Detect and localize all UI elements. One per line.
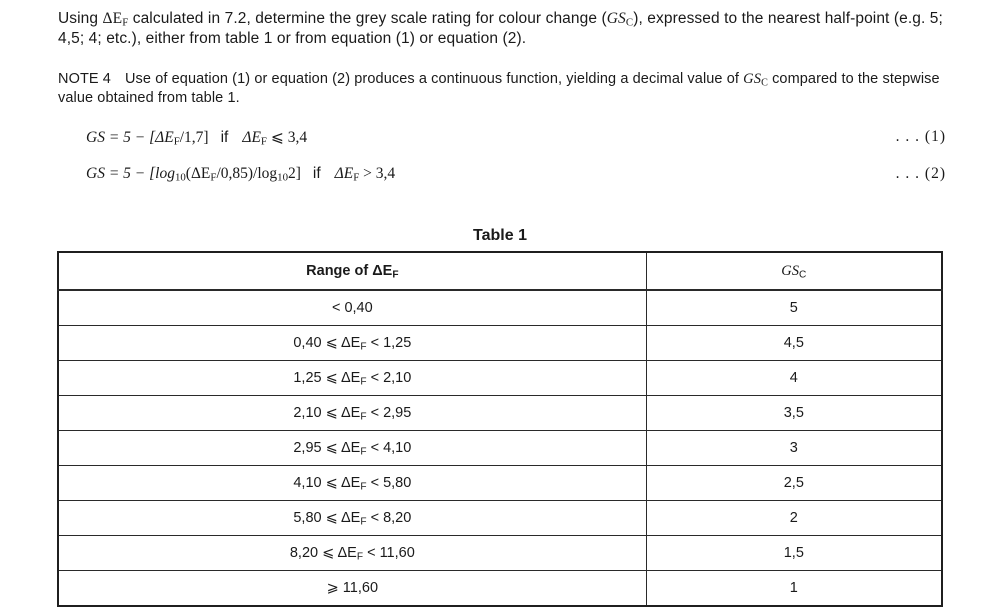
gs-cell: 4 <box>646 361 942 396</box>
header-gs: $GS_C$ <box>646 252 942 290</box>
gs-cell: 3 <box>646 431 942 466</box>
table-caption: Table 1 <box>473 227 527 244</box>
gs-symbol: $GS_C$ <box>743 71 768 89</box>
intro-text: Using <box>58 10 103 27</box>
range-cell: ⩾ 11,60 <box>58 571 646 607</box>
range-cell: 4,10 ⩽ $\Delta E_F < 5,80$ <box>58 466 646 501</box>
equation-2 <box>86 165 946 187</box>
table-row <box>58 431 942 466</box>
gs-cell: 2 <box>646 501 942 536</box>
gs-cell: 1 <box>646 571 942 607</box>
equation-number: . . . (1) <box>895 128 946 145</box>
intro-paragraph <box>58 9 958 49</box>
equation-1 <box>86 128 946 150</box>
note-text: compared to the stepwise value obtained from table 1. <box>58 71 940 106</box>
table-header-row <box>58 252 942 290</box>
gs-cell: 3,5 <box>646 396 942 431</box>
range-cell: 8,20 ⩽ $\Delta E_F < 11,60$ <box>58 536 646 571</box>
note-label: NOTE 4 <box>58 71 111 87</box>
gs-cell: 1,5 <box>646 536 942 571</box>
equation-formula: GS = $5 - [\log_{10}(\Delta E_F/0,85)/\log_{10}2]$ if $\Delta E_F > 3,4$ <box>86 165 396 184</box>
table-row <box>58 326 942 361</box>
gs-cell: 2,5 <box>646 466 942 501</box>
header-range: Range of $\Delta E_F$ <box>58 252 646 290</box>
note-paragraph <box>58 70 958 108</box>
note-text: Use of equation (1) or equation (2) produces a continuous function, yielding a decimal value of <box>124 71 744 87</box>
equation-formula: GS = $5 - [\Delta E_F/1,7]$ if $\Delta E_F$ ⩽ 3,4 <box>86 129 308 148</box>
range-cell: < 0,40 <box>58 290 646 326</box>
range-cell: 1,25 ⩽ $\Delta E_F < 2,10$ <box>58 361 646 396</box>
equation-number: . . . (2) <box>895 165 946 182</box>
range-cell: 0,40 ⩽ $\Delta E_F < 1,25$ <box>58 326 646 361</box>
table-row <box>58 501 942 536</box>
gs-symbol: $GS_C$ <box>606 10 634 29</box>
table-row <box>58 571 942 607</box>
table-row <box>58 536 942 571</box>
grey-scale-table <box>57 251 943 607</box>
range-cell: 5,80 ⩽ $\Delta E_F < 8,20$ <box>58 501 646 536</box>
table-row <box>58 361 942 396</box>
gs-cell: 4,5 <box>646 326 942 361</box>
table-row <box>58 396 942 431</box>
intro-text: calculated in 7.2, determine the grey scale rating for colour change ( <box>128 10 607 27</box>
range-cell: 2,10 ⩽ $\Delta E_F < 2,95$ <box>58 396 646 431</box>
intro-text: ), expressed to the nearest half-point (e.g. 5; 4,5; 4; etc.), either from table 1 or from equation (1) or equation (2). <box>58 10 943 47</box>
table-row <box>58 466 942 501</box>
gs-cell: 5 <box>646 290 942 326</box>
range-cell: 2,95 ⩽ $\Delta E_F < 4,10$ <box>58 431 646 466</box>
delta-e-symbol: $\Delta E_F$ <box>102 10 129 29</box>
table-row <box>58 290 942 326</box>
